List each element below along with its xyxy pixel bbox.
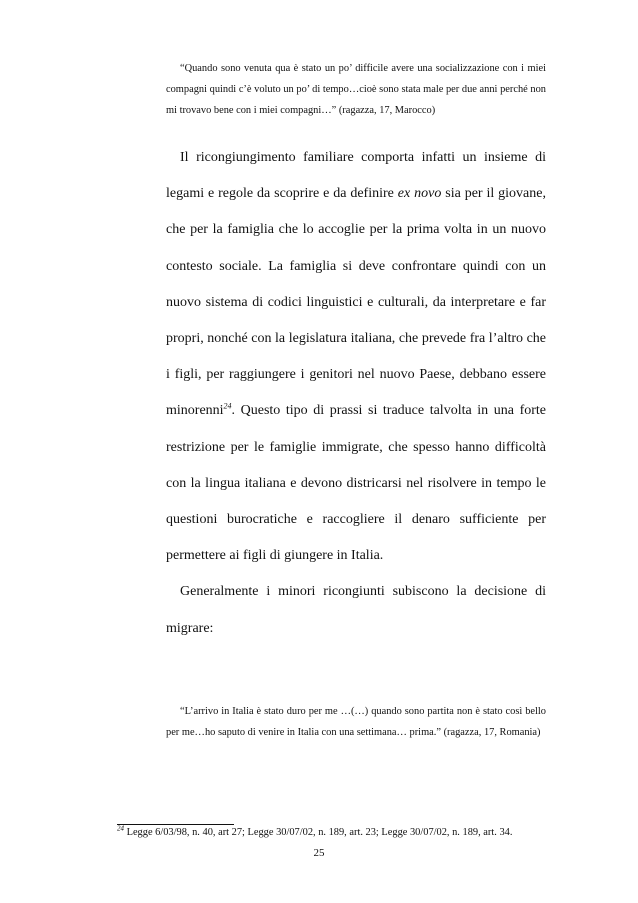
block-quote-2 xyxy=(166,701,546,743)
footnote xyxy=(117,826,557,840)
footnote-separator xyxy=(117,824,234,825)
paragraph-1-text-b: sia per il giovane, che per la famiglia che lo accoglie per la prima volta in un nuovo contesto sociale. La famiglia si deve confrontare quindi con un nuovo sistema di codici linguistici e culturali, da interpretare e far propri, nonché con la legislatura italiana, che prevede fra l’altro che i figli, per raggiungere i genitori nel nuovo Paese, debbano essere minorenni xyxy=(166,186,546,419)
body-text xyxy=(166,140,546,647)
italic-phrase: ex novo xyxy=(397,186,442,202)
paragraph-1 xyxy=(166,140,546,574)
block-quote-1 xyxy=(166,58,546,121)
paragraph-1-text-c: . Questo tipo di prassi si traduce talvolta in una forte restrizione per le famiglie immigrate, che spesso hanno difficoltà con la lingua italiana e devono districarsi nel risolvere in tempo le questioni burocratiche e raccogliere il denaro sufficiente per permettere ai figli di giungere in Italia. xyxy=(166,403,546,564)
footnote-text: Legge 6/03/98, n. 40, art 27; Legge 30/07/02, n. 189, art. 23; Legge 30/07/02, n. 189, art. 34. xyxy=(124,827,513,838)
footnote-reference: 24 xyxy=(223,401,232,411)
quote-text: “Quando sono venuta qua è stato un po’ difficile avere una socializzazione con i miei compagni quindi c’è voluto un po’ di tempo…cioè sono stata male per due anni perché non mi trovavo bene con i miei compagni…” (ragazza, 17, Marocco) xyxy=(166,63,546,116)
quote-text: “L’arrivo in Italia è stato duro per me …(…) quando sono partita non è stato così bello per me…ho saputo di venire in Italia con una settimana… prima.” (ragazza, 17, Romania) xyxy=(166,706,546,738)
page-number: 25 xyxy=(313,847,325,859)
paragraph-1-text-a: Il ricongiungimento familiare comporta infatti un insieme di legami e regole da scoprire e da definire xyxy=(166,150,546,202)
paragraph-2: Generalmente i minori ricongiunti subiscono la decisione di migrare: xyxy=(166,584,546,636)
footnote-number: 24 xyxy=(117,824,124,833)
